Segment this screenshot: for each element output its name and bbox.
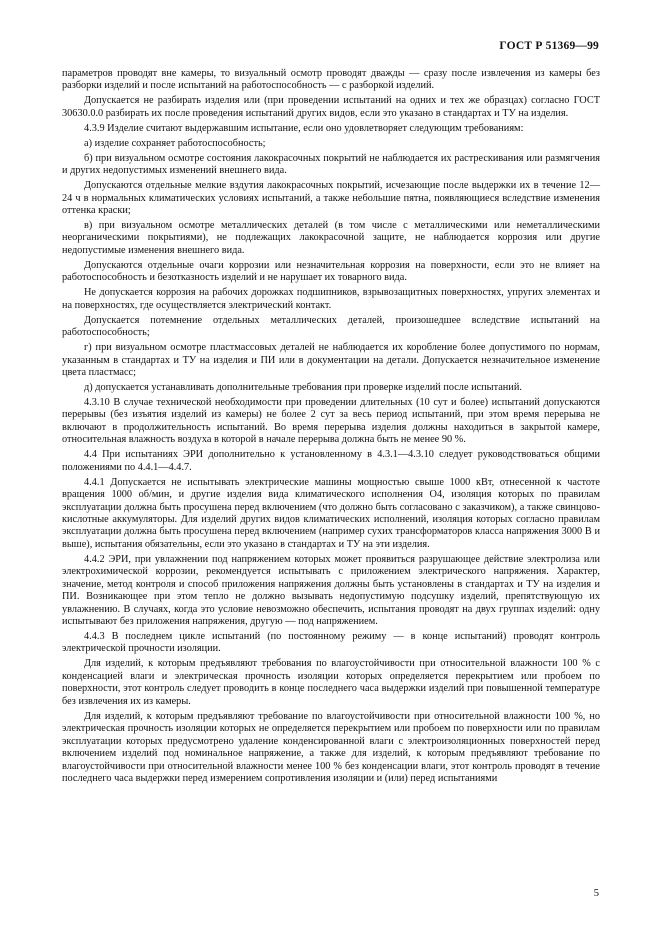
paragraph: в) при визуальном осмотре металлических деталей (в том числе с металлическими или неметаллическими неорганическими покрытиями), не подлежащих лакокрасочной защите, не наблюдается коррозия или другие недопустимые изменения внешнего вида.: [62, 219, 600, 256]
paragraph: 4.3.10 В случае технической необходимости при проведении длительных (10 сут и более) испытаний допускаются перерывы (без изъятия изделий из камеры) не более 2 сут за весь период испытаний, при этом время перерыва не включают в продолжительность испытаний. Во время перерыва изделия должны находиться в закрытой камере, относительная влажность воздуха в которой в начале перерыва должна быть не менее 90 %.: [62, 396, 600, 446]
paragraph: 4.4.1 Допускается не испытывать электрические машины мощностью свыше 1000 кВт, отнесенной к частоте вращения 1000 об/мин, и другие изделия вида климатического исполнения О4, изоляция которых по правилам эксплуатации должна быть просушена перед включением (что должно быть согласовано с заказчиком), а также свинцово-кислотные аккумуляторы. Для изделий других видов климатических исполнений, изоляция которых согласно правилам эксплуатации должна быть просушена перед включением (например сухих трансформаторов класса напряжения 3000 В и выше), испытания обязательны, если это указано в стандартах и ТУ на эти изделия.: [62, 476, 600, 550]
page-number: 5: [593, 888, 599, 899]
paragraph: 4.4 При испытаниях ЭРИ дополнительно к установленному в 4.3.1—4.3.10 следует руководствоваться общими положениями по 4.4.1—4.4.7.: [62, 449, 600, 473]
paragraph: г) при визуальном осмотре пластмассовых деталей не наблюдается их коробление более допустимого по нормам, указанным в стандартах и ТУ на изделия и ПИ или в документации на детали. Допускается незначительное изменение цвета пластмасс;: [62, 342, 600, 378]
paragraph: Для изделий, к которым предъявляют требования по влагоустойчивости при относительной влажности 100 % с конденсацией влаги и электрическая прочность изоляции которых определяется перекрытием или пробоем по поверхности, этот контроль следует проводить в конце последнего часа выдержки изделий при повышенной температуре без извлечения их из камеры.: [62, 658, 600, 707]
paragraph: Допускается не разбирать изделия или (при проведении испытаний на одних и тех же образцах) согласно ГОСТ 30630.0.0 разбирать их после проведения испытаний других видов, если это указано в стандартах и ТУ на изделия.: [62, 95, 600, 119]
paragraph: параметров проводят вне камеры, то визуальный осмотр проводят дважды — сразу после извлечения из камеры без разборки изделий и после испытаний на работоспособность — с разборкой изделий.: [62, 68, 600, 92]
paragraph: 4.3.9 Изделие считают выдержавшим испытание, если оно удовлетворяет следующим требованиям:: [84, 122, 524, 134]
paragraph: Допускается потемнение отдельных металлических деталей, произошедшее вследствие испытаний на работоспособность;: [62, 314, 600, 339]
paragraph: 4.4.2 ЭРИ, при увлажнении под напряжением которых может проявиться разрушающее действие электролиза или электрохимической коррозии, рекомендуется испытывать с приложением электрического напряжения. Характер, значение, метод контроля и способ приложения напряжения должны быть установлены в стандартах и ТУ на изделия и ПИ. Возникающее при этом тепло не должно вызывать недопустимую подсушку изделий, препятствующую их увлажнению. В случаях, когда это условие невозможно обеспечить, испытания проводят на двух группах изделий: одну испытывают без приложения напряжения, другую — под напряжением.: [62, 553, 600, 628]
paragraph: 4.4.3 В последнем цикле испытаний (по постоянному режиму — в конце испытаний) проводят контроль электрической прочности изоляции.: [62, 631, 600, 655]
document-header: ГОСТ Р 51369—99: [499, 40, 599, 52]
paragraph: д) допускается устанавливать дополнительные требования при проверке изделий после испытаний.: [84, 381, 522, 393]
paragraph: Для изделий, к которым предъявляют требование по влагоустойчивости при относительной влажности 100 %, но электрическая прочность изоляции которых не определяется перекрытием или пробоем по поверхности или по правилам эксплуатации которых предусмотрено удаление конденсированной влаги с электроизоляционных поверхностей перед включением изделий под номинальное напряжение, а также для изделий, к которым предъявляют требование по влагоустойчивости при относительной влажности менее 100 % без конденсации влаги, этот контроль проводят в течение последнего часа выдержки перед измерением сопротивления изоляции и (или) перед испытаниями: [62, 710, 600, 785]
paragraph: б) при визуальном осмотре состояния лакокрасочных покрытий не наблюдается их растрескивания или размягчения и других недопустимых изменений внешнего вида.: [62, 152, 600, 177]
document-body: [62, 68, 600, 788]
paragraph: а) изделие сохраняет работоспособность;: [84, 137, 266, 149]
paragraph: Допускаются отдельные очаги коррозии или незначительная коррозия на поверхности, если это не влияет на работоспособность и безотказность изделий и не нарушает их товарного вида.: [62, 259, 600, 284]
paragraph: Не допускается коррозия на рабочих дорожках подшипников, взрывозащитных поверхностях, упругих элементах и на поверхностях, где осуществляется электрический контакт.: [62, 287, 600, 311]
paragraph: Допускаются отдельные мелкие вздутия лакокрасочных покрытий, исчезающие после выдержки их в течение 12—24 ч в нормальных климатических условиях испытаний, а также небольшие пятна, появляющиеся вследствие изменения оттенка краски;: [62, 180, 600, 217]
